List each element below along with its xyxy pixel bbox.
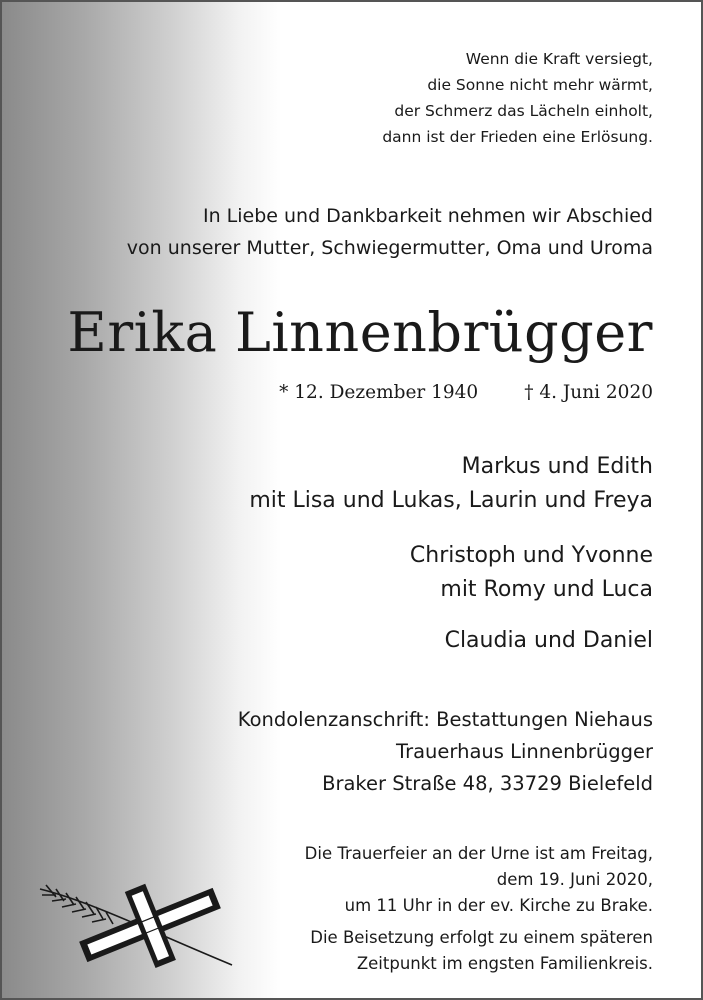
family-line: mit Romy und Luca (440, 577, 653, 602)
life-dates (279, 382, 653, 403)
burial-line: Zeitpunkt im engsten Familienkreis. (356, 954, 653, 973)
intro-line: In Liebe und Dankbarkeit nehmen wir Abschied (202, 205, 653, 227)
address-line: Kondolenzanschrift: Bestattungen Niehaus (237, 708, 653, 731)
address-line: Trauerhaus Linnenbrügger (396, 740, 653, 763)
family-line: Claudia und Daniel (444, 628, 653, 653)
ceremony-line: Die Trauerfeier an der Urne ist am Freitag, (304, 844, 653, 863)
farewell-intro (127, 200, 653, 264)
family-line: Markus und Edith (461, 454, 653, 479)
family-group (445, 624, 653, 658)
address-line: Braker Straße 48, 33729 Bielefeld (322, 772, 653, 795)
ceremony-line: um 11 Uhr in der ev. Kirche zu Brake. (344, 896, 653, 915)
family-line: mit Lisa und Lukas, Laurin und Freya (249, 488, 653, 513)
family-group (410, 539, 653, 607)
poem-line: dann ist der Frieden eine Erlösung. (382, 128, 653, 146)
poem-line: Wenn die Kraft versiegt, (465, 50, 653, 68)
poem-line: die Sonne nicht mehr wärmt, (427, 76, 653, 94)
death-date: † 4. Juni 2020 (524, 382, 653, 403)
cross-and-palm-frond-icon (32, 877, 262, 972)
birth-date: * 12. Dezember 1940 (279, 382, 479, 403)
family-line: Christoph und Yvonne (409, 543, 653, 568)
burial-notice (310, 925, 653, 977)
intro-line: von unserer Mutter, Schwiegermutter, Oma und Uroma (126, 237, 653, 259)
burial-line: Die Beisetzung erfolgt zu einem späteren (310, 928, 653, 947)
ceremony-notice (305, 841, 653, 919)
deceased-name: Erika Linnenbrügger (67, 301, 653, 364)
poem-line: der Schmerz das Lächeln einholt, (394, 102, 653, 120)
ceremony-line: dem 19. Juni 2020, (496, 870, 653, 889)
poem-verse (382, 46, 653, 150)
family-group (249, 450, 653, 518)
condolence-address (238, 704, 653, 800)
